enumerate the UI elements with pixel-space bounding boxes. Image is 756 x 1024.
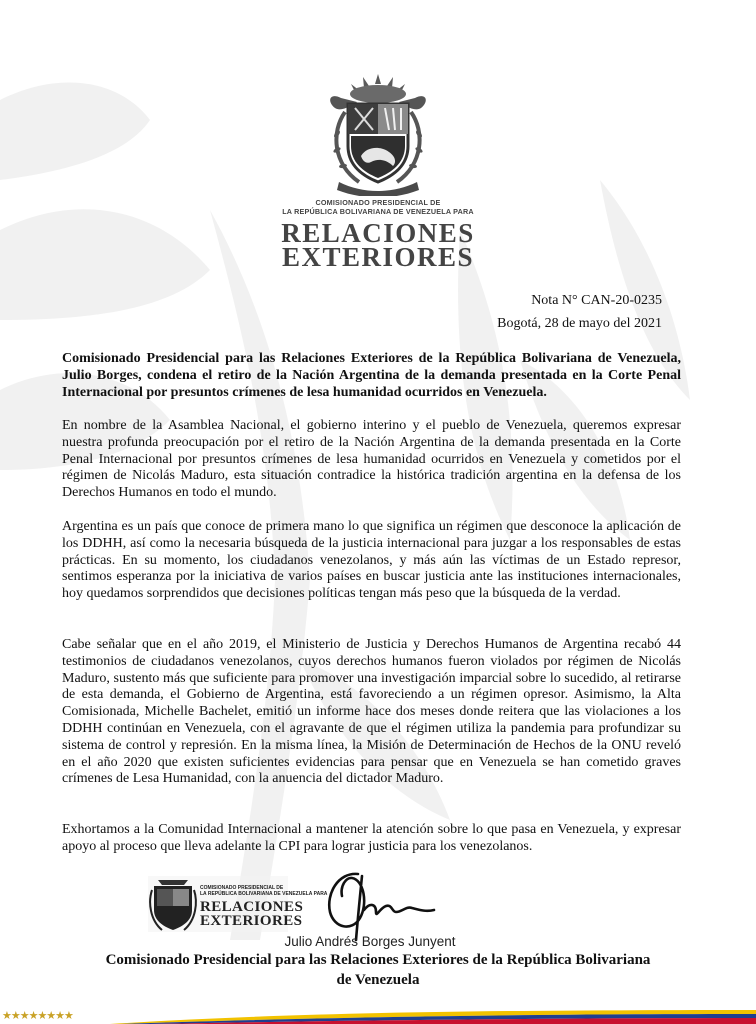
signer-title-line-1: Comisionado Presidencial para las Relaciones Exteriores de la República Bolivariana bbox=[105, 952, 651, 968]
note-number: Nota N° CAN-20-0235 bbox=[531, 293, 662, 308]
body-paragraph-1: En nombre de la Asamblea Nacional, el gobierno interino y el pueblo de Venezuela, queremos expresar nuestra profunda preocupación por el retiro de la Nación Argentina de la demanda presentada en la Corte Penal Internacional por presuntos crímenes de lesa humanidad ocurridos en Venezuela y cometidos por el régimen de Nicolás Maduro, esta situación contradice la histórica tradición argentina en la defensa de los Derechos Humanos en todo el mundo. bbox=[62, 418, 681, 501]
body-paragraph-2: Argentina es un país que conoce de primera mano lo que significa un régimen que desconoce la aplicación de los DDHH, así como la necesaria búsqueda de la justicia internacional para juzgar a los responsables de estas prácticas. En su momento, los ciudadanos venezolanos, y más aún las víctimas de un Estado represor, sentimos esperanza por la iniciativa de varios países en buscar justicia ante las instituciones internacionales, hoy quedamos sorprendidos que decisiones políticas tengan más peso que la búsqueda de la verdad. bbox=[62, 519, 681, 602]
signer-name: Julio Andrés Borges Junyent bbox=[284, 934, 456, 949]
coat-of-arms-logo bbox=[323, 72, 433, 196]
stamp-name-line-2: EXTERIORES bbox=[200, 913, 303, 929]
stamp-text-line-1: COMISIONADO PRESIDENCIAL DE bbox=[200, 885, 284, 891]
stamp-text-line-2: LA REPÚBLICA BOLIVARIANA DE VENEZUELA PARA bbox=[200, 891, 328, 897]
eight-stars-icon: ★★★★★★★★ bbox=[2, 1009, 73, 1022]
flag-color-band bbox=[0, 1006, 756, 1024]
agency-subtitle-line-1: COMISIONADO PRESIDENCIAL DE bbox=[315, 198, 441, 207]
stamp-name-line-1: RELACIONES bbox=[200, 899, 304, 915]
agency-name-line-2: EXTERIORES bbox=[281, 242, 475, 272]
agency-name-line-1: RELACIONES bbox=[281, 218, 475, 248]
body-paragraph-4: Exhortamos a la Comunidad Internacional a mantener la atención sobre lo que pasa en Venezuela, y expresar apoyo al proceso que lleva adelante la CPI para lograr justicia para los venezolanos. bbox=[62, 822, 681, 854]
agency-subtitle-line-2: LA REPÚBLICA BOLIVARIANA DE VENEZUELA PARA bbox=[282, 207, 474, 216]
body-paragraph-3: Cabe señalar que en el año 2019, el Ministerio de Justicia y Derechos Humanos de Argentina recabó 44 testimonios de ciudadanos venezolanos, cuyos derechos humanos fueron violados por régimen de Nicolás Maduro, sustento más que suficiente para promover una investigación imparcial sobre lo sucedido, al retirarse de esta demanda, el Gobierno de Argentina, está favoreciendo a un régimen opresor. Asimismo, la Alta Comisionada, Michelle Bachelet, emitió un informe hace dos meses donde reitera que las violaciones a los DDHH continúan en Venezuela, con el agravante de que el régimen utiliza la pandemia para profundizar su sistema de control y represión. En la misma línea, la Misión de Determinación de Hechos de la ONU reveló en el año 2020 que existen suficientes evidencias para pensar que en Venezuela se han cometido graves crímenes de Lesa Humanidad, con la anuencia del dictador Maduro. bbox=[62, 637, 681, 787]
headline: Comisionado Presidencial para las Relaciones Exteriores de la República Bolivariana de Venezuela, Julio Borges, condena el retiro de la Nación Argentina de la demanda presentada en la Corte Penal Internacional por presuntos crímenes de lesa humanidad ocurridos en Venezuela. bbox=[62, 351, 681, 400]
place-and-date: Bogotá, 28 de mayo del 2021 bbox=[497, 316, 662, 331]
signer-title-line-2: de Venezuela bbox=[336, 972, 420, 988]
